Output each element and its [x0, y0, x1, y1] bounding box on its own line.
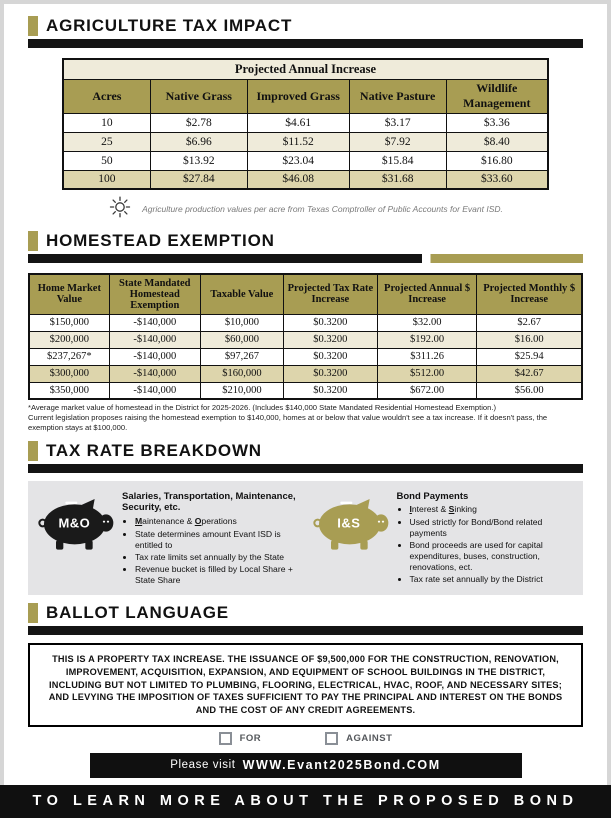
- tax-rate-panel: [28, 481, 583, 596]
- visit-banner: [90, 753, 522, 778]
- bullet-item: • Interest & Sinking: [410, 504, 576, 515]
- column-header: Taxable Value: [200, 274, 283, 314]
- table-row: [63, 170, 548, 189]
- table-row: [63, 151, 548, 170]
- against-label: AGAINST: [346, 732, 393, 744]
- visit-prefix-text: Please visit: [170, 759, 236, 772]
- table-cell: $56.00: [477, 382, 582, 399]
- table-row: [29, 348, 582, 365]
- table-cell: $0.3200: [283, 382, 377, 399]
- accent-tab: [28, 16, 38, 36]
- table-cell: $42.67: [477, 365, 582, 382]
- vote-option-against: [325, 732, 392, 745]
- is-piggy-bank-icon: [311, 495, 391, 551]
- mo-heading: Salaries, Transportation, Maintenance, Security, etc.: [122, 490, 296, 514]
- table-row: [29, 314, 582, 331]
- table-cell: $0.3200: [283, 365, 377, 382]
- table-cell: 25: [63, 132, 150, 151]
- table-row: [63, 132, 548, 151]
- table-cell: $31.68: [349, 170, 446, 189]
- table-cell: $16.00: [477, 331, 582, 348]
- column-header: Projected Monthly $ Increase: [477, 274, 582, 314]
- section-header: [28, 16, 583, 36]
- vote-options-row: [28, 732, 583, 745]
- section-divider-bar: [28, 464, 583, 473]
- vote-option-for: [219, 732, 262, 745]
- column-header: Improved Grass: [247, 79, 349, 113]
- is-label: I&S: [337, 515, 361, 531]
- table-cell: $672.00: [377, 382, 477, 399]
- accent-tab: [28, 441, 38, 461]
- section-homestead: [28, 231, 583, 433]
- table-cell: -$140,000: [109, 348, 200, 365]
- table-cell: -$140,000: [109, 331, 200, 348]
- table-cell: $13.92: [150, 151, 247, 170]
- table-cell: $6.96: [150, 132, 247, 151]
- bullet-item: • State determines amount Evant ISD is entitled to: [135, 529, 301, 551]
- caption-row: [63, 59, 548, 79]
- ballot-language-box: [28, 643, 583, 726]
- column-header: Native Grass: [150, 79, 247, 113]
- table-cell: $15.84: [349, 151, 446, 170]
- table-row: [63, 113, 548, 132]
- column-header: Projected Annual $ Increase: [377, 274, 477, 314]
- section-tax-rate-breakdown: [28, 441, 583, 596]
- column-header: Acres: [63, 79, 150, 113]
- table-cell: $32.00: [377, 314, 477, 331]
- table-body: [63, 113, 548, 189]
- section-divider-bar: [28, 254, 583, 263]
- table-body: [29, 314, 582, 399]
- table-cell: $60,000: [200, 331, 283, 348]
- agriculture-table: [62, 58, 549, 190]
- is-bullet-list: [397, 504, 576, 585]
- mo-piggy-bank-icon: [36, 495, 116, 551]
- section-header: [28, 603, 583, 623]
- table-cell: $10,000: [200, 314, 283, 331]
- table-cell: -$140,000: [109, 365, 200, 382]
- table-cell: $160,000: [200, 365, 283, 382]
- accent-tab: [28, 603, 38, 623]
- table-row: [29, 382, 582, 399]
- tagline-banner: [0, 785, 611, 818]
- homestead-footnote: [28, 403, 583, 433]
- table-cell: $7.92: [349, 132, 446, 151]
- table-cell: $311.26: [377, 348, 477, 365]
- agriculture-note-row: [28, 194, 583, 223]
- is-column: [311, 489, 576, 588]
- table-cell: $2.67: [477, 314, 582, 331]
- column-header: Wildlife Management: [446, 79, 548, 113]
- sun-icon: [108, 194, 132, 223]
- bond-website-url: WWW.Evant2025Bond.COM: [242, 758, 441, 773]
- table-cell: -$140,000: [109, 314, 200, 331]
- against-checkbox[interactable]: [325, 732, 338, 745]
- bullet-item: • Maintenance & Operations: [135, 516, 301, 527]
- ballot-body-text: THE ISSUANCE OF $9,500,000 FOR THE CONSTRUCTION, RENOVATION, IMPROVEMENT, ACQUISITION, EXPANSION, AND EQUIPMENT OF SCHOOL BUILDINGS IN THE DISTRICT, INCLUDING BUT NOT LIMITED TO PLUMBING, FLOORING, ELECTRICAL, HVAC, ROOF, AND NECESSARY SITES; AND LEVYING THE IMPOSITION OF TAXES SUFFICIENT TO PAY THE PRINCIPAL AND INTEREST ON THE BONDS AND THE COST OF ANY CREDIT AGREEMENTS.: [48, 654, 563, 716]
- section-header: [28, 441, 583, 461]
- table-cell: 10: [63, 113, 150, 132]
- table-head: [63, 59, 548, 113]
- table-cell: $4.61: [247, 113, 349, 132]
- column-header: Native Pasture: [349, 79, 446, 113]
- section-title-tax-rate: TAX RATE BREAKDOWN: [46, 440, 262, 460]
- footer: [28, 753, 583, 818]
- table-row: [29, 331, 582, 348]
- bullet-item: • Tax rate set annually by the District: [410, 574, 576, 585]
- table-cell: 100: [63, 170, 150, 189]
- is-heading: Bond Payments: [396, 490, 469, 502]
- for-checkbox[interactable]: [219, 732, 232, 745]
- table-cell: $200,000: [29, 331, 109, 348]
- header-row: [63, 79, 548, 113]
- table-cell: $0.3200: [283, 331, 377, 348]
- bullet-item: • Tax rate limits set annually by the State: [135, 552, 301, 563]
- homestead-table: [28, 273, 583, 400]
- mo-text: [122, 489, 301, 588]
- section-header: [28, 231, 583, 251]
- is-text: [397, 489, 576, 587]
- table-caption: Projected Annual Increase: [63, 59, 548, 79]
- table-cell: $237,267*: [29, 348, 109, 365]
- table-cell: $16.80: [446, 151, 548, 170]
- table-cell: $300,000: [29, 365, 109, 382]
- table-cell: $23.04: [247, 151, 349, 170]
- column-header: State Mandated Homestead Exemption: [109, 274, 200, 314]
- table-cell: $11.52: [247, 132, 349, 151]
- table-cell: $3.36: [446, 113, 548, 132]
- table-cell: $33.60: [446, 170, 548, 189]
- section-title-ballot: BALLOT LANGUAGE: [46, 603, 229, 623]
- mo-column: [36, 489, 301, 588]
- table-row: [29, 365, 582, 382]
- column-header: Home Market Value: [29, 274, 109, 314]
- bullet-item: • Bond proceeds are used for capital expenditures, buses, construction, renovations, ect.: [410, 540, 576, 574]
- section-title-agriculture: AGRICULTURE TAX IMPACT: [46, 16, 293, 35]
- footnote-line-1: *Average market value of homestead in the District for 2025-2026. (Includes $140,000 State Mandated Residential Homestead Exemption.): [28, 403, 496, 412]
- section-title-homestead: HOMESTEAD EXEMPTION: [46, 231, 275, 250]
- section-divider-bar: [28, 626, 583, 635]
- table-cell: 50: [63, 151, 150, 170]
- table-cell: $350,000: [29, 382, 109, 399]
- table-cell: $97,267: [200, 348, 283, 365]
- table-cell: $8.40: [446, 132, 548, 151]
- table-cell: -$140,000: [109, 382, 200, 399]
- table-cell: $25.94: [477, 348, 582, 365]
- table-head: [29, 274, 582, 314]
- footnote-line-2: Current legislation proposes raising the homestead exemption to $140,000, homes at or below that value wouldn't see a tax increase. If it doesn't pass, the exemption stays at $100,000.: [28, 412, 548, 432]
- table-cell: $210,000: [200, 382, 283, 399]
- mo-bullet-list: [122, 516, 301, 586]
- bullet-item: • Used strictly for Bond/Bond related payments: [410, 517, 576, 539]
- ballot-lead-text: THIS IS A PROPERTY TAX INCREASE.: [52, 654, 225, 665]
- table-cell: $0.3200: [283, 348, 377, 365]
- bullet-item: • Revenue bucket is filled by Local Share + State Share: [135, 564, 301, 586]
- agriculture-note: Agriculture production values per acre from Texas Comptroller of Public Accounts for Evant ISD.: [142, 203, 503, 214]
- tagline-text: TO LEARN MORE ABOUT THE PROPOSED BOND: [32, 793, 579, 810]
- table-cell: $3.17: [349, 113, 446, 132]
- section-agriculture: [28, 16, 583, 223]
- section-divider-bar: [28, 39, 583, 48]
- table-cell: $192.00: [377, 331, 477, 348]
- for-label: FOR: [239, 732, 262, 744]
- page-content: [4, 4, 607, 818]
- table-cell: $46.08: [247, 170, 349, 189]
- header-row: [29, 274, 582, 314]
- mo-label: M&O: [58, 515, 91, 531]
- table-cell: $2.78: [150, 113, 247, 132]
- table-cell: $150,000: [29, 314, 109, 331]
- table-cell: $0.3200: [283, 314, 377, 331]
- table-cell: $512.00: [377, 365, 477, 382]
- accent-tab: [28, 231, 38, 251]
- table-cell: $27.84: [150, 170, 247, 189]
- column-header: Projected Tax Rate Increase: [283, 274, 377, 314]
- section-ballot-language: [28, 603, 583, 744]
